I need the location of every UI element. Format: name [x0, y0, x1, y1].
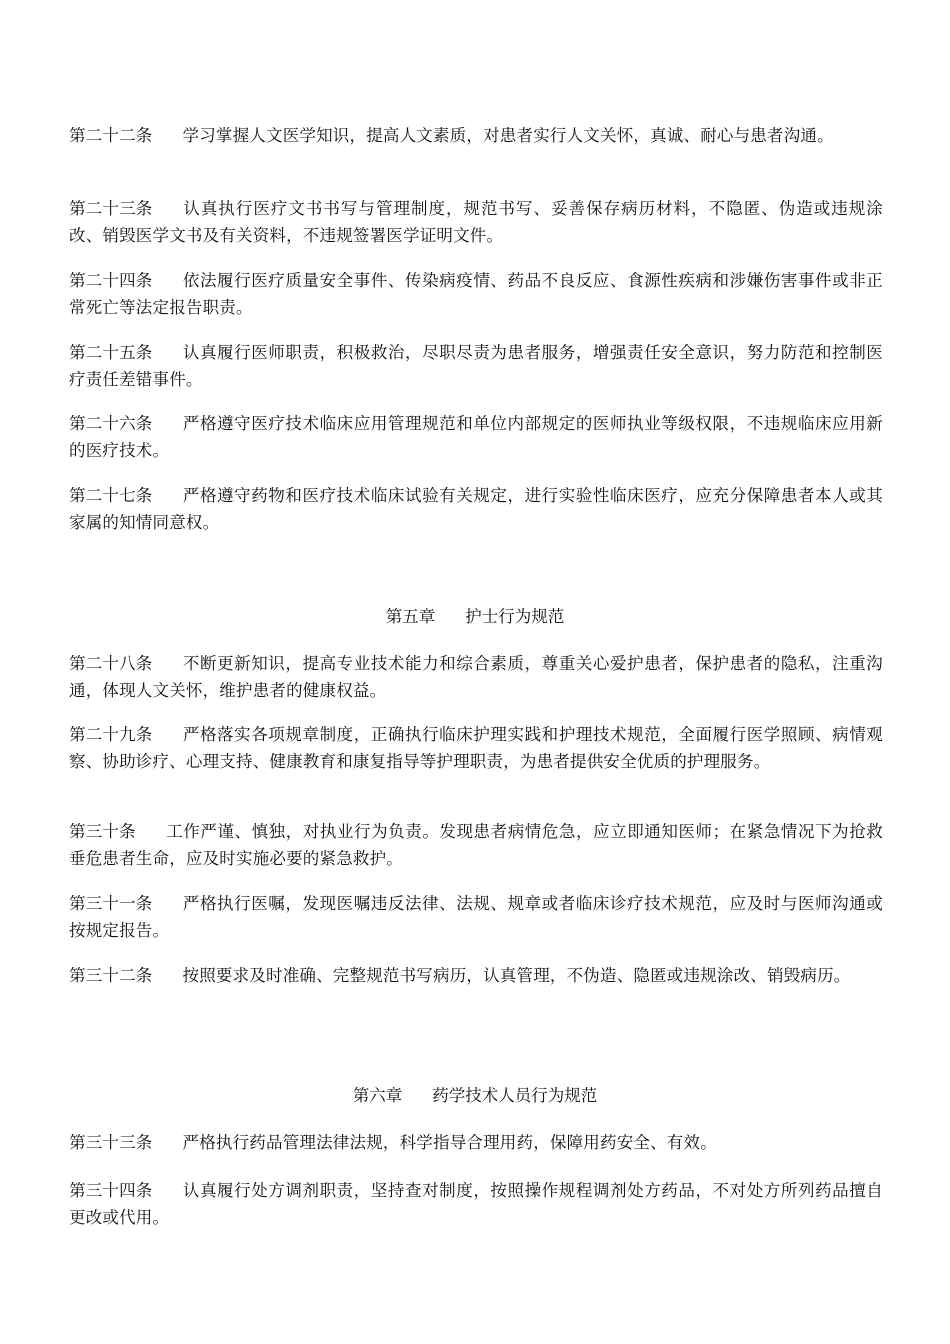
article-text: 认真执行医疗文书书写与管理制度，规范书写、妥善保存病历材料，不隐匿、伪造或违规涂改、销毁医学文书及有关资料，不违规签署医学证明文件。 [69, 199, 883, 245]
article-text: 依法履行医疗质量安全事件、传染病疫情、药品不良反应、食源性疾病和涉嫌伤害事件或非正常死亡等法定报告职责。 [69, 271, 883, 317]
article-number: 第三十二条 [69, 966, 153, 985]
article-28 [69, 650, 883, 704]
article-23 [69, 195, 883, 249]
article-text: 严格落实各项规章制度，正确执行临床护理实践和护理技术规范，全面履行医学照顾、病情观察、协助诊疗、心理支持、健康教育和康复指导等护理职责，为患者提供安全优质的护理服务。 [69, 725, 883, 771]
article-number: 第二十五条 [69, 343, 153, 362]
article-30 [69, 818, 883, 872]
article-text: 认真履行处方调剂职责，坚持查对制度，按照操作规程调剂处方药品，不对处方所列药品擅自更改或代用。 [69, 1181, 883, 1227]
article-number: 第三十三条 [69, 1133, 153, 1152]
article-number: 第二十八条 [69, 654, 153, 673]
article-text: 严格遵守药物和医疗技术临床试验有关规定，进行实验性临床医疗，应充分保障患者本人或其家属的知情同意权。 [69, 486, 883, 532]
chapter-title: 药学技术人员行为规范 [432, 1086, 598, 1105]
chapter-5-heading [0, 603, 950, 630]
article-text: 严格执行医嘱，发现医嘱违反法律、法规、规章或者临床诊疗技术规范，应及时与医师沟通或按规定报告。 [69, 894, 883, 940]
chapter-6-heading [0, 1082, 950, 1109]
article-text: 工作严谨、慎独，对执业行为负责。发现患者病情危急，应立即通知医师；在紧急情况下为抢救垂危患者生命，应及时实施必要的紧急救护。 [69, 822, 883, 868]
article-25 [69, 339, 883, 393]
article-31 [69, 890, 883, 944]
article-number: 第三十一条 [69, 894, 153, 913]
article-22 [69, 122, 883, 149]
article-text: 学习掌握人文医学知识，提高人文素质，对患者实行人文关怀，真诚、耐心与患者沟通。 [182, 126, 834, 145]
article-number: 第二十三条 [69, 199, 153, 218]
article-text: 按照要求及时准确、完整规范书写病历，认真管理，不伪造、隐匿或违规涂改、销毁病历。 [182, 966, 851, 985]
article-number: 第三十条 [69, 822, 136, 841]
article-number: 第三十四条 [69, 1181, 153, 1200]
article-number: 第二十七条 [69, 486, 153, 505]
article-34 [69, 1177, 883, 1231]
article-number: 第二十九条 [69, 725, 153, 744]
article-27 [69, 482, 883, 536]
article-text: 认真履行医师职责，积极救治，尽职尽责为患者服务，增强责任安全意识，努力防范和控制医疗责任差错事件。 [69, 343, 883, 389]
article-number: 第二十二条 [69, 126, 153, 145]
chapter-number: 第五章 [385, 607, 436, 626]
article-text: 不断更新知识，提高专业技术能力和综合素质，尊重关心爱护患者，保护患者的隐私，注重沟通，体现人文关怀，维护患者的健康权益。 [69, 654, 883, 700]
article-text: 严格执行药品管理法律法规，科学指导合理用药，保障用药安全、有效。 [182, 1133, 717, 1152]
article-29 [69, 721, 883, 775]
article-33 [69, 1129, 883, 1156]
article-26 [69, 410, 883, 464]
article-24 [69, 267, 883, 321]
article-number: 第二十四条 [69, 271, 153, 290]
article-text: 严格遵守医疗技术临床应用管理规范和单位内部规定的医师执业等级权限，不违规临床应用新的医疗技术。 [69, 414, 883, 460]
article-32 [69, 962, 883, 989]
chapter-number: 第六章 [352, 1086, 403, 1105]
chapter-title: 护士行为规范 [465, 607, 565, 626]
article-number: 第二十六条 [69, 414, 153, 433]
